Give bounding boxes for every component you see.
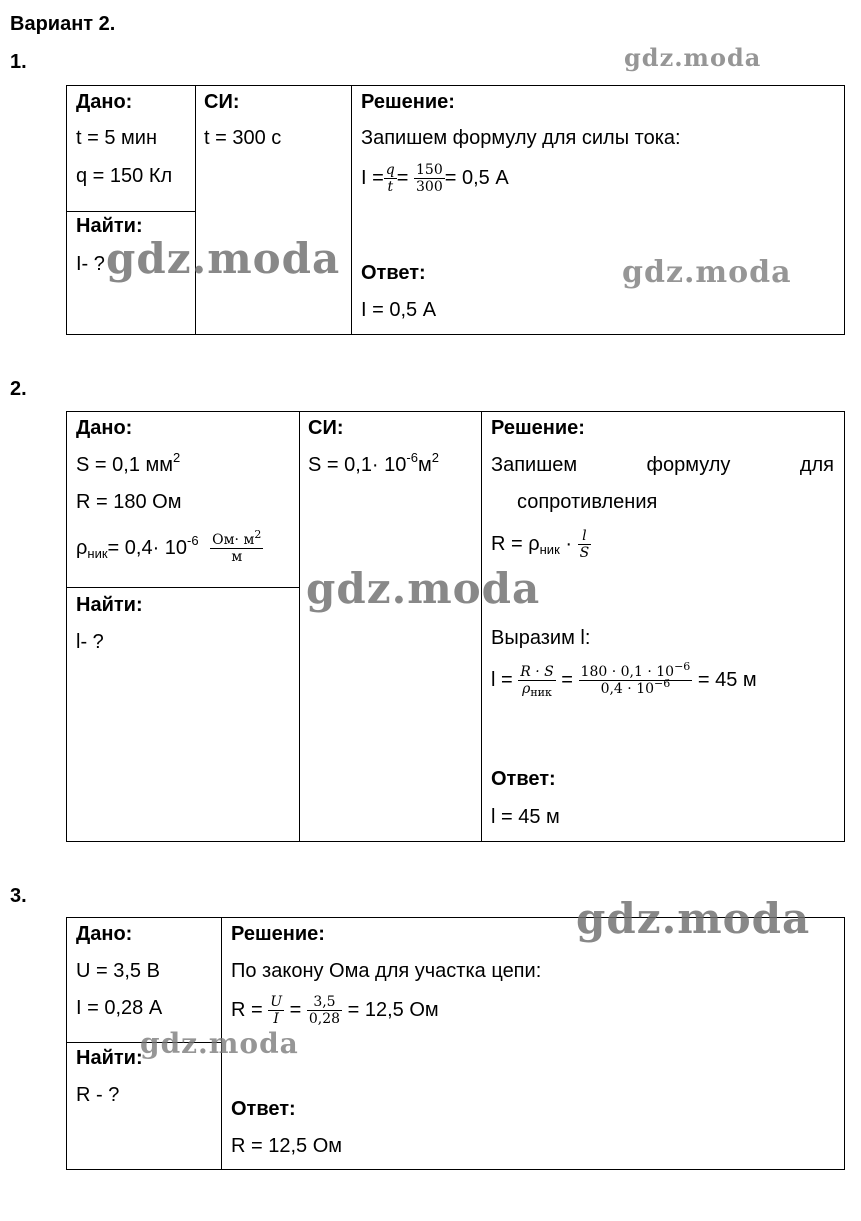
task-3-number: 3.	[10, 885, 27, 907]
task-2-given-rho: $\rho_{ник}= 0,4\cdot 10^{-6}$ $\frac{Ом\cdot м^2}{м}$	[76, 528, 262, 566]
task-3-answer-value: R = 12,5 Ом	[231, 1135, 343, 1157]
task-1-find-value: I- ?	[76, 253, 105, 275]
task-1-formula: I = $\frac{q}{t}$ = $\frac{150}{300}$ = 0,5 А	[361, 162, 509, 196]
task-1-given-q: q = 150 Кл	[76, 165, 173, 187]
task-2-express-text: Выразим l:	[491, 627, 591, 649]
task-1-answer-label: Ответ:	[361, 262, 426, 284]
task-3-formula: R = $\frac{U}{I}$ = $\frac{3,5}{0,28}$ = 12,5 Ом	[231, 994, 439, 1028]
task-2-given-r: R = 180 Ом	[76, 491, 182, 513]
task-2-solution-text: Запишем формулу для	[491, 454, 834, 476]
watermark: gdz.moda	[140, 1027, 299, 1060]
task-1-table	[66, 85, 845, 335]
task-2-si-value: $S = 0,1\cdot 10^{-6}м^2$	[308, 450, 439, 476]
task-3-find-label: Найти:	[76, 1047, 143, 1069]
task-2-given-s: S = 0,1 $мм^2$	[76, 450, 181, 476]
task-2-table	[66, 411, 845, 842]
task-2-solution-text-2: сопротивления	[517, 491, 658, 513]
task-1-given-label: Дано:	[76, 91, 133, 113]
task-1-solution-text: Запишем формулу для силы тока:	[361, 127, 681, 149]
task-2-find-value: l- ?	[76, 631, 104, 653]
task-2-formula-resistance: $R = \rho_{ник}$ · $\frac{l}{S}$	[491, 528, 590, 562]
task-1-si-label: СИ:	[204, 91, 240, 113]
task-2-answer-label: Ответ:	[491, 768, 556, 790]
task-2-find-label: Найти:	[76, 594, 143, 616]
task-2-answer-value: l = 45 м	[491, 806, 560, 828]
watermark: gdz.moda	[106, 234, 341, 283]
task-3-find-value: R - ?	[76, 1084, 120, 1106]
task-3-given-u: U = 3,5 В	[76, 960, 160, 982]
task-1-given-t: t = 5 мин	[76, 127, 157, 149]
watermark: gdz.moda	[306, 564, 541, 613]
page-title: Вариант 2.	[10, 13, 116, 35]
task-3-given-i: I = 0,28 А	[76, 997, 163, 1019]
watermark: gdz.moda	[576, 894, 811, 943]
task-1-answer-value: I = 0,5 А	[361, 299, 437, 321]
task-3-solution-label: Решение:	[231, 923, 325, 945]
watermark: gdz.moda	[622, 255, 792, 290]
task-2-solution-label: Решение:	[491, 417, 585, 439]
task-1-solution-label: Решение:	[361, 91, 455, 113]
task-2-formula-length: l = $\frac{R \cdot S}{\rho_{ник}}$ = $\frac{180 \cdot 0,1 \cdot 10^{-6}}{0,4 \cdot 10^{-6}}$ = 45 м	[491, 660, 757, 700]
task-2-number: 2.	[10, 378, 27, 400]
task-1-si-value: t = 300 с	[204, 127, 282, 149]
task-2-given-label: Дано:	[76, 417, 133, 439]
task-1-number: 1.	[10, 51, 27, 73]
task-1-find-label: Найти:	[76, 215, 143, 237]
task-3-given-label: Дано:	[76, 923, 133, 945]
watermark: gdz.moda	[624, 43, 762, 72]
task-3-solution-text: По закону Ома для участка цепи:	[231, 960, 542, 982]
task-2-si-label: СИ:	[308, 417, 344, 439]
task-3-answer-label: Ответ:	[231, 1098, 296, 1120]
